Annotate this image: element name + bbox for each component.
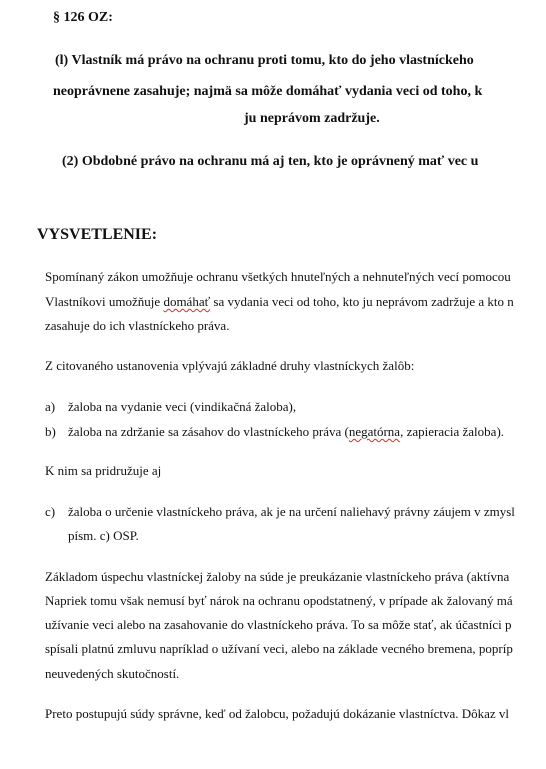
paragraph-1-line-2: neoprávnene zasahuje; najmä sa môže domáhať vydania veci od toho, k [53,84,483,99]
basis-line-4: spísali platnú zmluvu napríklad o užívaní veci, alebo na základe vecného bremena, popríp [45,641,513,656]
paragraph-1-line-1: (l) Vlastník má právo na ochranu proti tomu, kto do jeho vlastníckeho [55,53,474,68]
paragraph-2-line-1: (2) Obdobné právo na ochranu má aj ten, kto je oprávnený mať vec u [62,154,479,169]
list-text-start: žaloba na zdržanie sa zásahov do vlastníckeho práva ( [68,424,349,439]
final-line: Preto postupujú súdy správne, keď od žalobcu, požadujú dokázanie vlastníctva. Dôkaz vl [45,706,510,721]
list-text-end: , zapieracia žaloba). [400,424,505,439]
basis-line-5: neuvedených skutočností. [45,666,180,681]
list-text: žaloba na vydanie veci (vindikačná žaloba), [68,399,297,414]
basis-line-3: užívanie veci alebo na zasahovanie do vlastníckeho práva. To sa môže stať, ak účastníci p [45,617,512,632]
section-heading: VYSVETLENIE: [37,226,158,243]
paragraph-1-line-3: ju neprávom zadržuje. [244,111,380,126]
joining-line: K nim sa pridružuje aj [45,463,162,478]
list-marker: a) [45,399,56,414]
list-marker: b) [45,424,56,439]
intro-line-2-end: sa vydania veci od toho, kto ju neprávom zadržuje a kto n [210,294,514,309]
intro-line-2 [45,294,514,310]
spelling-flag-word: negatórna [348,424,401,439]
basis-line-2: Napriek tomu však nemusí byť nárok na ochranu opodstatnený, v prípade ak žalovaný má [45,593,513,608]
list-text-line-2: písm. c) OSP. [68,528,139,543]
list-text [68,424,504,440]
intro-line-2-start: Vlastníkovi umožňuje [45,294,164,309]
section-title: § 126 OZ: [53,10,113,25]
spelling-flag-word: domáhať [163,294,211,309]
list-marker: c) [45,504,56,519]
intro-line-3: zasahuje do ich vlastníckeho práva. [45,318,230,333]
intro-line-1: Spomínaný zákon umožňuje ochranu všetkých hnuteľných a nehnuteľných vecí pomocou [45,269,511,284]
types-intro: Z citovaného ustanovenia vplývajú základné druhy vlastníckych žalôb: [45,358,415,373]
basis-line-1: Základom úspechu vlastníckej žaloby na súde je preukázanie vlastníckeho práva (aktívna [45,569,510,584]
list-text-line-1: žaloba o určenie vlastníckeho práva, ak je na určení naliehavý právny záujem v zmysl [68,504,515,519]
